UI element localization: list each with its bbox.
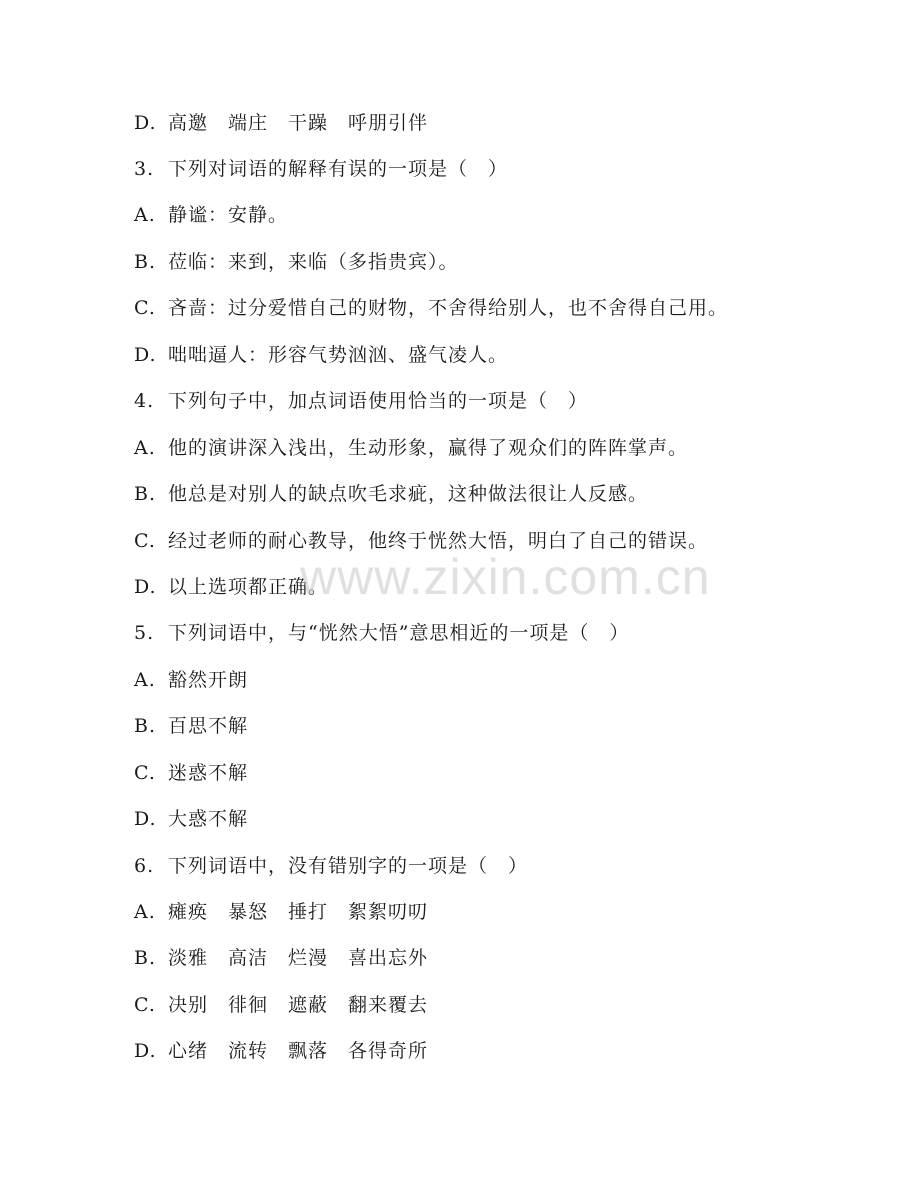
option-label: C.	[134, 762, 156, 784]
question-number: 3.	[134, 158, 155, 180]
option-text: 百思不解	[168, 715, 249, 737]
option-text: 他的演讲深入浅出，生动形象，赢得了观众们的阵阵掌声。	[168, 437, 689, 459]
question-number: 6.	[134, 855, 155, 877]
option-label: A.	[134, 901, 156, 923]
question-3-option-b	[134, 247, 459, 277]
question-text: 下列词语中，没有错别字的一项是（ ）	[168, 855, 529, 877]
question-5-option-a	[134, 665, 248, 695]
question-6-stem	[134, 851, 528, 881]
option-label: C.	[134, 530, 156, 552]
option-label: D.	[134, 808, 157, 830]
option-label: D.	[134, 576, 157, 598]
option-label: D.	[134, 1040, 157, 1062]
question-number: 5.	[134, 622, 155, 644]
question-2-option-d	[134, 108, 428, 138]
option-text: 心绪 流转 飘落 各得奇所	[168, 1040, 429, 1062]
question-4-option-a	[134, 433, 688, 463]
option-text: 静谧：安静。	[168, 204, 289, 226]
option-text: 迷惑不解	[168, 762, 249, 784]
question-6-option-b	[134, 943, 428, 973]
question-5-stem	[134, 618, 629, 648]
option-text: 咄咄逼人：形容气势汹汹、盛气凌人。	[168, 344, 509, 366]
option-text: 吝啬：过分爱惜自己的财物，不舍得给别人，也不舍得自己用。	[168, 297, 729, 319]
question-5-option-b	[134, 711, 248, 741]
option-text: 高邀 端庄 干躁 呼朋引伴	[168, 112, 429, 134]
question-3-stem	[134, 154, 508, 184]
question-4-option-d	[134, 572, 328, 602]
option-text: 大惑不解	[168, 808, 249, 830]
question-6-option-a	[134, 897, 428, 927]
option-text: 以上选项都正确。	[168, 576, 329, 598]
option-text: 淡雅 高洁 烂漫 喜出忘外	[168, 947, 429, 969]
option-text: 经过老师的耐心教导，他终于恍然大悟，明白了自己的错误。	[168, 530, 709, 552]
option-label: B.	[134, 947, 157, 969]
question-4-option-b	[134, 479, 648, 509]
option-text: 瘫痪 暴怒 捶打 絮絮叨叨	[168, 901, 429, 923]
option-label: B.	[134, 251, 157, 273]
option-text: 决别 徘徊 遮蔽 翻来覆去	[168, 994, 429, 1016]
question-number: 4.	[134, 390, 155, 412]
option-label: C.	[134, 994, 156, 1016]
option-label: A.	[134, 204, 156, 226]
option-text: 莅临：来到，来临（多指贵宾）。	[168, 251, 459, 273]
option-label: D.	[134, 344, 157, 366]
question-5-option-d	[134, 804, 248, 834]
option-text: 他总是对别人的缺点吹毛求疵，这种做法很让人反感。	[168, 483, 649, 505]
question-5-option-c	[134, 758, 248, 788]
question-3-option-a	[134, 200, 288, 230]
option-label: B.	[134, 715, 157, 737]
option-label: C.	[134, 297, 156, 319]
option-label: D.	[134, 112, 157, 134]
question-3-option-c	[134, 293, 728, 323]
question-4-stem	[134, 386, 588, 416]
question-3-option-d	[134, 340, 508, 370]
site-watermark: www.zixin.com.cn	[300, 549, 711, 605]
option-label: A.	[134, 669, 156, 691]
option-text: 豁然开朗	[168, 669, 249, 691]
question-6-option-d	[134, 1036, 428, 1066]
question-text: 下列词语中，与“恍然大悟”意思相近的一项是（ ）	[168, 622, 630, 644]
option-label: A.	[134, 437, 156, 459]
question-text: 下列句子中，加点词语使用恰当的一项是（ ）	[168, 390, 589, 412]
question-6-option-c	[134, 990, 428, 1020]
question-text: 下列对词语的解释有误的一项是（ ）	[168, 158, 509, 180]
option-label: B.	[134, 483, 157, 505]
